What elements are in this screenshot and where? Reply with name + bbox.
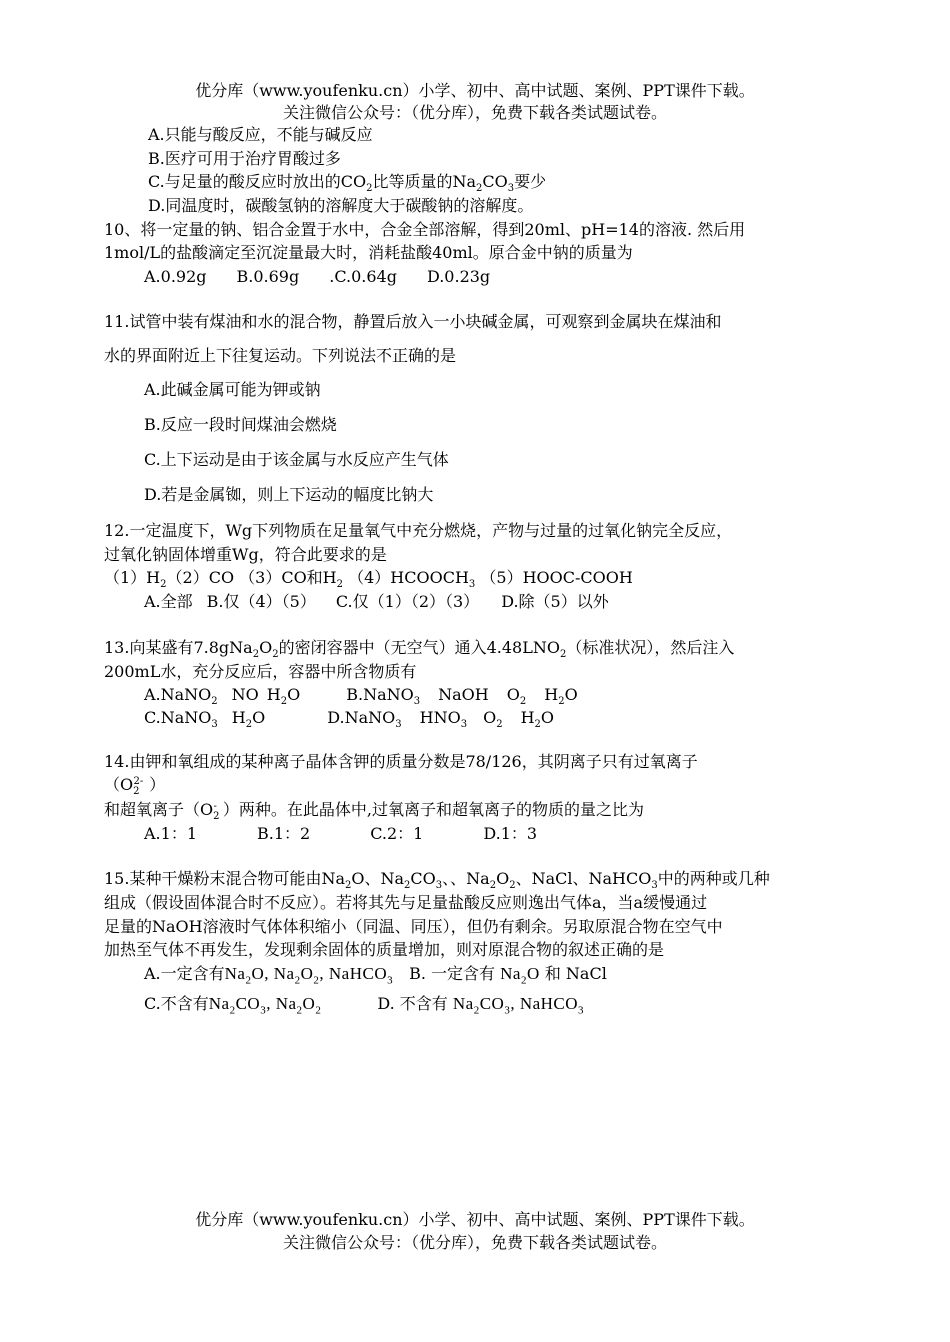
q13-stem-line-2: 200mL水，充分反应后，容器中所含物质有 — [104, 662, 417, 681]
q12-options — [144, 592, 609, 612]
q15-stem-line-1: 15.某种干燥粉末混合物可能由$Na_2O$、$Na_2CO_3$、、$Na_2O_2$、NaCl、NaHCO$_3$中的两种或几种 — [104, 869, 770, 892]
q9-option-d: D.同温度时，碳酸氢钠的溶解度大于碳酸钠的溶解度。 — [148, 196, 534, 215]
q15-option-b: B. 一定含有 $Na_2O$ 和 NaCl — [409, 964, 607, 987]
q13-option-c: C.NaNO$_3$ $H_2O$ — [144, 708, 266, 731]
q15-options-cd — [144, 994, 585, 1017]
footer-line-2: 关注微信公众号：（优分库），免费下载各类试题试卷。 — [282, 1233, 667, 1252]
q12-option-a: A.全部 — [144, 592, 193, 611]
q12-option-c: C.仅（1）（2）（3） — [335, 592, 480, 611]
q15-option-d: D. 不含有 $Na_2CO_3$, NaHCO$_3$ — [377, 994, 585, 1017]
q15-stem-line-2: 组成（假设固体混合时不反应）。若将其先与足量盐酸反应则逸出气体a，当a缓慢通过 — [104, 893, 708, 912]
q12-stem-line-2: 过氧化钠固体增重Wg，符合此要求的是 — [104, 545, 387, 564]
q12-option-d: D.除（5）以外 — [501, 592, 609, 611]
q10-option-a: A.0.92g — [144, 267, 207, 286]
q9-option-c: C.与足量的酸反应时放出的$CO_2$比等质量的$Na_2CO_3$要少 — [148, 172, 547, 195]
q14-stem-line-2: （$O_2^{2-}$ ） — [104, 775, 166, 798]
q11-stem-line-1: 11.试管中装有煤油和水的混合物，静置后放入一小块碱金属，可观察到金属块在煤油和 — [104, 312, 722, 331]
q15-option-c-formula: $Na_2CO_3$, $Na_2O_2$ — [208, 994, 322, 1017]
q15-option-c: C.不含有$Na_2CO_3$, $Na_2O_2$ — [144, 994, 322, 1017]
q15-stem-line-3: 足量的NaOH溶液时气体体积缩小（同温、同压），但仍有剩余。另取原混合物在空气中 — [104, 917, 723, 936]
q14-options — [144, 824, 537, 844]
q14-stem-line-3: 和超氧离子（$O_2^-$ ）两种。在此晶体中,过氧离子和超氧离子的物质的量之比为 — [104, 800, 644, 823]
q13-option-a: A.NaNO$_2$ NO $H_2O$ — [144, 685, 301, 708]
q9-option-a: A.只能与酸反应，不能与碱反应 — [148, 125, 373, 144]
q12-stem-line-1: 12.一定温度下，Wg下列物质在足量氧气中充分燃烧，产物与过量的过氧化钠完全反应， — [104, 521, 733, 540]
q11-option-d: D.若是金属铷，则上下运动的幅度比钠大 — [144, 485, 434, 504]
q15-option-a: A.一定含有$Na_2O$, $Na_2O_2$, NaHCO$_3$ — [144, 964, 394, 987]
q15-option-a-formula: $Na_2O$, $Na_2O_2$, NaHCO$_3$ — [224, 964, 394, 987]
q14-option-d: D.1：3 — [483, 824, 538, 843]
q15-options-ab — [144, 964, 607, 987]
q15-option-b-formula: $Na_2O$ — [500, 964, 540, 987]
q14-stem-line-1: 14.由钾和氧组成的某种离子晶体含钾的质量分数是78/126，其阴离子只有过氧离子 — [104, 752, 698, 771]
q14-option-b: B.1：2 — [257, 824, 311, 843]
q11-option-b: B.反应一段时间煤油会燃烧 — [144, 415, 337, 434]
q10-stem-line-1: 10、将一定量的钠、铝合金置于水中，合金全部溶解，得到20ml、pH=14的溶液. 然后用 — [104, 220, 746, 239]
q12-option-b: B.仅（4）（5） — [206, 592, 316, 611]
header-line-1: 优分库（www.youfenku.cn）小学、初中、高中试题、案例、PPT课件下载。 — [195, 81, 755, 100]
q15-option-d-formula: $Na_2CO_3$, NaHCO$_3$ — [452, 994, 585, 1017]
q14-option-c: C.2：1 — [370, 824, 424, 843]
header-line-2: 关注微信公众号：（优分库），免费下载各类试题试卷。 — [282, 103, 667, 122]
q13-stem-line-1: 13.向某盛有$7.8gNa_2O_2$的密闭容器中（无空气）通入$4.48LNO_2$（标准状况），然后注入 — [104, 638, 735, 661]
q10-stem-line-2: 1mol/L的盐酸滴定至沉淀量最大时，消耗盐酸40ml。原合金中钠的质量为 — [104, 243, 633, 262]
q13-option-b: B.NaNO$_3$ NaOH $O_2$ $H_2O$ — [346, 685, 578, 708]
q12-items: $(1)H_2(2)CO$ （3）CO和$H_2$ $(4)HCOOCH_3$ （5）HOOC-COOH — [104, 568, 633, 591]
q13-options-cd — [144, 708, 555, 731]
q13-option-d: D.NaNO$_3$ $HNO_3$ $O_2$ $H_2O$ — [327, 708, 555, 731]
q10-option-c: .C.0.64g — [329, 267, 397, 286]
q14-option-a: A.1：1 — [144, 824, 198, 843]
q10-options — [144, 267, 490, 287]
q11-option-c: C.上下运动是由于该金属与水反应产生气体 — [144, 450, 449, 469]
footer-line-1: 优分库（www.youfenku.cn）小学、初中、高中试题、案例、PPT课件下载。 — [195, 1210, 755, 1229]
q13-options-ab — [144, 685, 578, 708]
q10-option-b: B.0.69g — [236, 267, 300, 286]
q15-stem-line-4: 加热至气体不再发生，发现剩余固体的质量增加，则对原混合物的叙述正确的是 — [104, 940, 665, 959]
q10-option-d: D.0.23g — [426, 267, 491, 286]
q9-option-b: B.医疗可用于治疗胃酸过多 — [148, 149, 341, 168]
q11-option-a: A.此碱金属可能为钾或钠 — [144, 380, 321, 399]
q11-stem-line-2: 水的界面附近上下往复运动。下列说法不正确的是 — [104, 346, 457, 365]
